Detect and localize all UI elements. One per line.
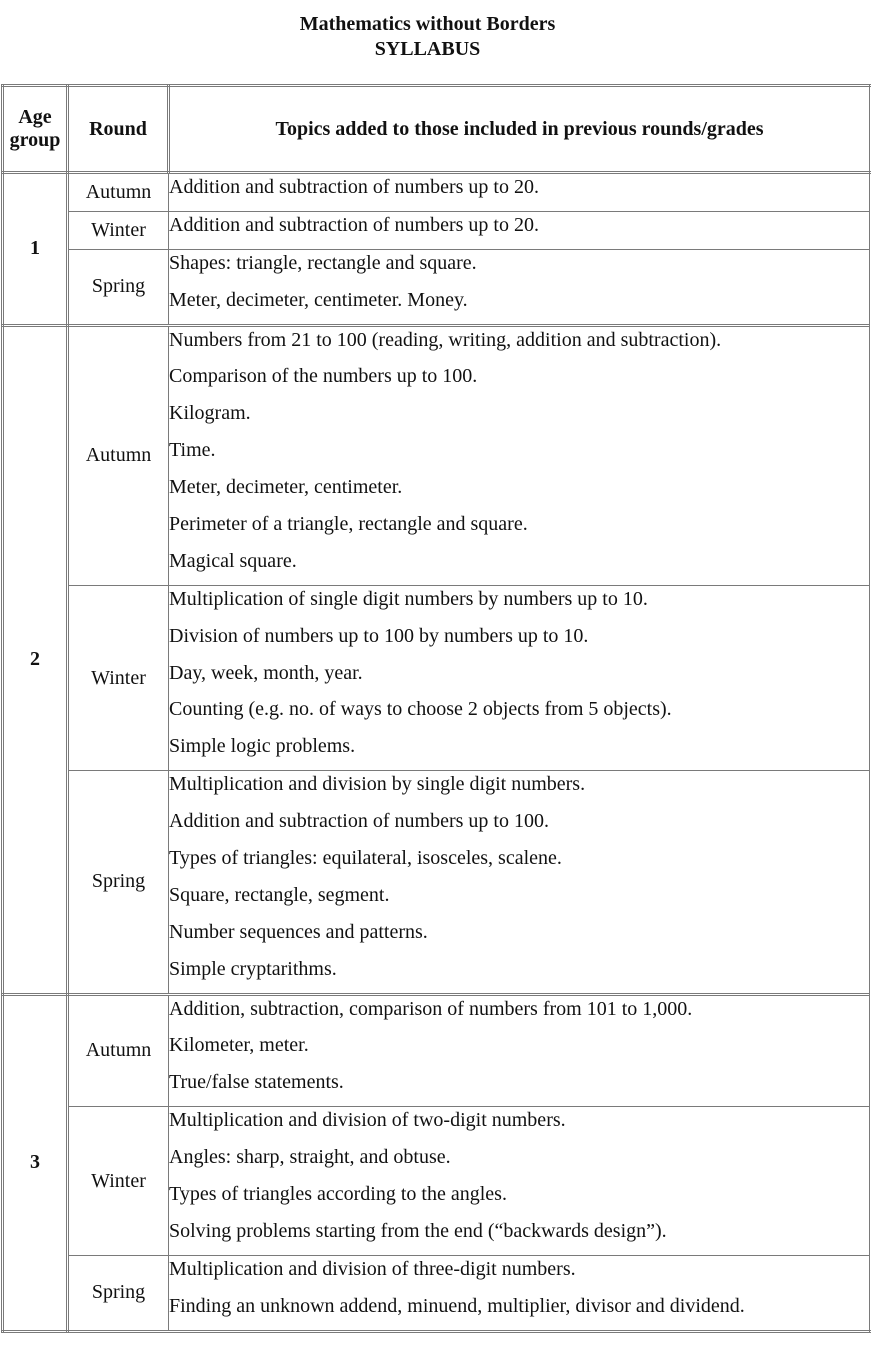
table-row — [3, 211, 871, 249]
topic-item: Multiplication and division of two-digit numbers. — [169, 1109, 566, 1132]
round-cell: Winter — [68, 211, 169, 249]
topic-item: Time. — [169, 439, 216, 462]
syllabus-table — [1, 84, 871, 1333]
topic-item: Division of numbers up to 100 by numbers up to 10. — [169, 624, 589, 647]
topic-item: Simple cryptarithms. — [169, 957, 337, 980]
topic-item: Shapes: triangle, rectangle and square. — [169, 251, 477, 274]
topic-item: Perimeter of a triangle, rectangle and square. — [169, 513, 528, 536]
topic-item: Meter, decimeter, centimeter. Money. — [169, 288, 468, 311]
topic-item: Square, rectangle, segment. — [169, 883, 390, 906]
topic-item: Comparison of the numbers up to 100. — [169, 365, 478, 388]
age-group-cell: 1 — [3, 173, 68, 326]
round-cell: Spring — [68, 249, 169, 325]
header-topics: Topics added to those included in previous rounds/grades — [169, 86, 871, 173]
round-cell: Spring — [68, 1255, 169, 1331]
topics-cell — [169, 585, 871, 770]
header-round: Round — [68, 86, 169, 173]
age-group-cell: 3 — [3, 994, 68, 1331]
title-line-2: SYLLABUS — [374, 38, 481, 60]
topic-item: Meter, decimeter, centimeter. — [169, 476, 403, 499]
topics-cell — [169, 173, 871, 212]
topic-item: Multiplication of single digit numbers by numbers up to 10. — [169, 587, 648, 610]
round-cell: Winter — [68, 1107, 169, 1256]
table-row — [3, 585, 871, 770]
header-row — [3, 86, 871, 173]
table-row — [3, 173, 871, 212]
topic-item: Magical square. — [169, 549, 297, 572]
topic-item: Addition and subtraction of numbers up to 20. — [169, 213, 539, 236]
document-title — [0, 12, 855, 62]
table-row — [3, 325, 871, 585]
topics-cell — [169, 249, 871, 325]
topic-item: Multiplication and division of three-digit numbers. — [169, 1257, 576, 1280]
round-cell: Autumn — [68, 325, 169, 585]
round-cell: Winter — [68, 585, 169, 770]
topic-item: Multiplication and division by single digit numbers. — [169, 773, 586, 796]
topics-cell — [169, 1107, 871, 1256]
topic-item: Addition and subtraction of numbers up to 100. — [169, 810, 549, 833]
topic-item: Counting (e.g. no. of ways to choose 2 objects from 5 objects). — [169, 698, 672, 721]
topics-cell — [169, 325, 871, 585]
topic-item: Numbers from 21 to 100 (reading, writing, addition and subtraction). — [169, 328, 722, 351]
topic-item: Types of triangles according to the angles. — [169, 1183, 507, 1206]
topic-item: Addition and subtraction of numbers up to 20. — [169, 176, 539, 198]
round-cell: Spring — [68, 771, 169, 994]
topic-item: Addition, subtraction, comparison of numbers from 101 to 1,000. — [169, 997, 693, 1020]
table-row — [3, 1107, 871, 1256]
round-cell: Autumn — [68, 173, 169, 212]
table-row — [3, 771, 871, 994]
topic-item: Day, week, month, year. — [169, 661, 363, 684]
syllabus-body — [3, 173, 871, 1332]
topic-item: Angles: sharp, straight, and obtuse. — [169, 1146, 451, 1169]
topics-cell — [169, 994, 871, 1107]
topic-item: Finding an unknown addend, minuend, multiplier, divisor and dividend. — [169, 1294, 745, 1317]
age-group-cell: 2 — [3, 325, 68, 994]
topic-item: Kilogram. — [169, 402, 251, 425]
topic-item: Solving problems starting from the end (“backwards design”). — [169, 1219, 667, 1242]
topic-item: Types of triangles: equilateral, isosceles, scalene. — [169, 847, 562, 870]
topic-item: Kilometer, meter. — [169, 1034, 309, 1057]
topic-item: Number sequences and patterns. — [169, 920, 428, 943]
topics-cell — [169, 771, 871, 994]
topic-item: True/false statements. — [169, 1071, 344, 1094]
round-cell: Autumn — [68, 994, 169, 1107]
table-row — [3, 1255, 871, 1331]
header-age-group: Age group — [3, 86, 68, 173]
topics-cell — [169, 211, 871, 249]
table-row — [3, 994, 871, 1107]
topics-cell — [169, 1255, 871, 1331]
topic-item: Simple logic problems. — [169, 735, 356, 758]
title-line-1: Mathematics without Borders — [299, 13, 556, 35]
table-row — [3, 249, 871, 325]
